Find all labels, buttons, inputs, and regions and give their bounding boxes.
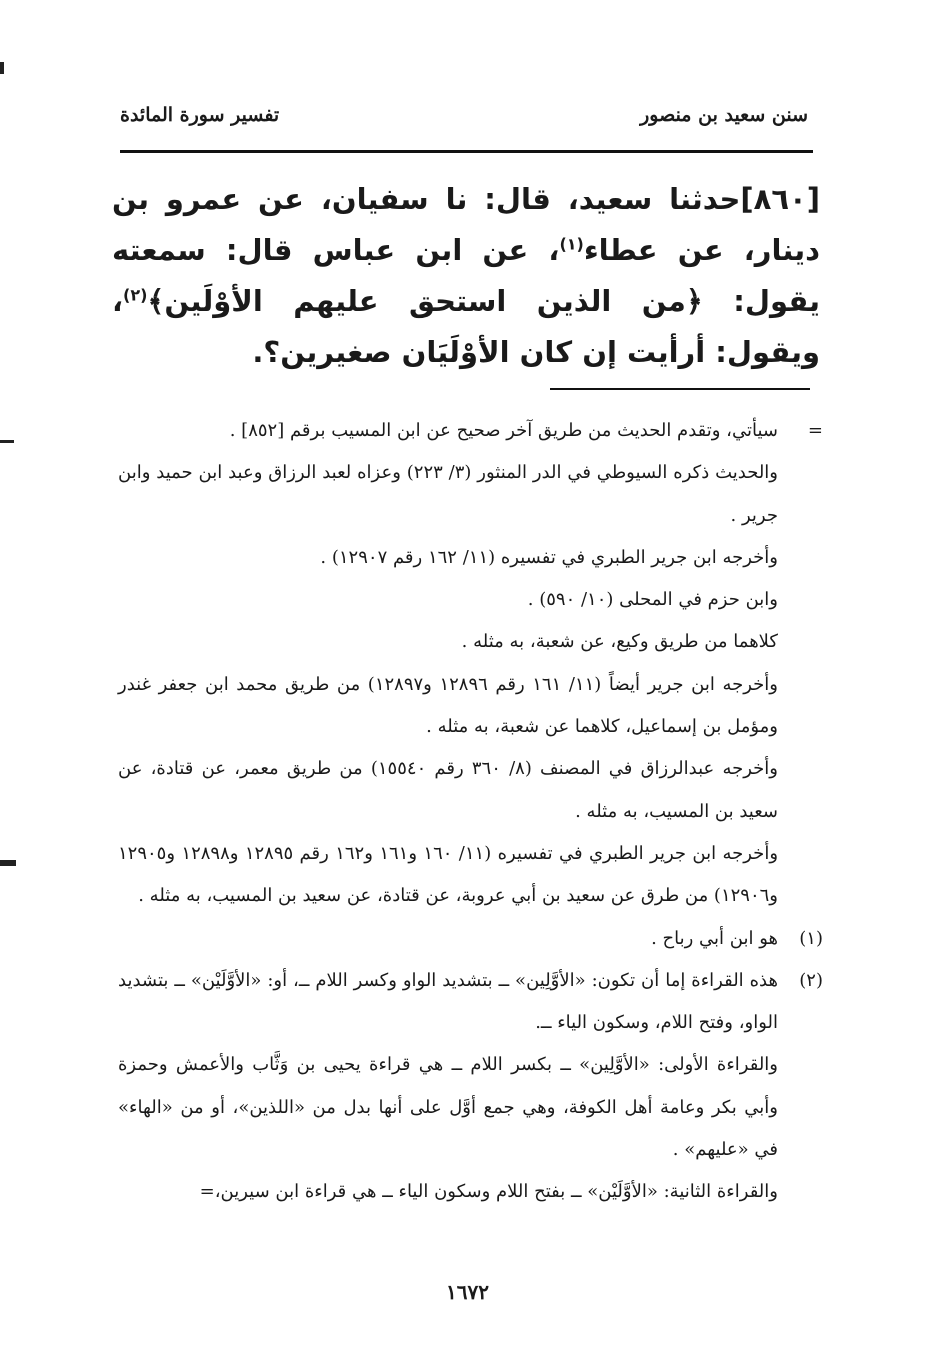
hadith-text-part1: حدثنا سعيد، قال: نا سفيان، عن عمرو بن دينار، عن عطاء bbox=[112, 182, 820, 267]
footnote-paragraph: وأخرجه ابن جرير الطبري في تفسيره (١١/ ١٦٢ رقم ١٢٩٠٧) . bbox=[320, 546, 778, 568]
footnote-paragraph: وأخرجه عبدالرزاق في المصنف (٨/ ٣٦٠ رقم ١٥٥٤٠) من طريق معمر، عن قتادة، عن سعيد بن المسيب، به مثله . bbox=[118, 758, 778, 822]
footnote-paragraph: وأخرجه ابن جرير أيضاً (١١/ ١٦١ رقم ١٢٨٩٦ و١٢٨٩٧) من طريق محمد ابن جعفر غندر ومؤمل بن إسماعيل، كلاهما عن شعبة، به مثله . bbox=[118, 673, 778, 738]
footnote-paragraph: كلاهما من طريق وكيع، عن شعبة، به مثله . bbox=[461, 631, 778, 653]
footnote-2 bbox=[118, 960, 823, 1214]
continuation-marker: = bbox=[807, 420, 823, 441]
scan-mark bbox=[0, 440, 14, 443]
footnote-continuation bbox=[118, 410, 823, 918]
footnote-1-marker: (١) bbox=[799, 927, 823, 949]
footnote-paragraph: والقراءة الثانية: «الأوَّلَيْن» ــ بفتح اللام وسكون الياء ــ هي قراءة ابن سيرين،= bbox=[199, 1181, 778, 1203]
footnote-paragraph: والقراءة الأولى: «الأوَّلِين» ــ بكسر اللام ــ هي قراءة يحيى بن وَثَّاب والأعمش وحمزة وأبي بكر وعامة أهل الكوفة، وهي جمع أوَّل على أنها بدل من «اللذين»، أو من «الهاء» في «عليهم» . bbox=[118, 1054, 778, 1161]
footnote-1 bbox=[118, 918, 823, 960]
footnote-1-text: هو ابن أبي رباح . bbox=[651, 927, 778, 949]
footnotes bbox=[118, 410, 823, 1214]
footnote-paragraph: وابن حزم في المحلى (١٠/ ٥٩٠) . bbox=[527, 589, 778, 611]
footnote-rule bbox=[550, 388, 810, 390]
footnote-ref-2: (٢) bbox=[123, 285, 148, 305]
footnote-ref-1: (١) bbox=[559, 234, 584, 254]
book-title: سنن سعيد بن منصور bbox=[640, 104, 808, 126]
header-rule bbox=[120, 150, 813, 153]
running-head bbox=[110, 104, 818, 134]
section-title: تفسير سورة المائدة bbox=[120, 104, 280, 126]
footnote-paragraph: سيأتي، وتقدم الحديث من طريق آخر صحيح عن ابن المسيب برقم [٨٥٢] . bbox=[229, 420, 778, 441]
scan-mark bbox=[0, 62, 4, 74]
page-number: ١٦٧٢ bbox=[446, 1280, 489, 1304]
hadith-text-part3: ، ويقول: أرأيت إن كان الأوْلَيَان صغيرين؟. bbox=[112, 284, 820, 369]
scan-mark bbox=[0, 860, 16, 866]
hadith-number: [٨٦٠] bbox=[740, 182, 820, 216]
footnote-paragraph: والحديث ذكره السيوطي في الدر المنثور (٣/ ٢٢٣) وعزاه لعبد الرزاق وعبد ابن حميد وابن جرير . bbox=[118, 462, 778, 526]
footnote-paragraph: وأخرجه ابن جرير الطبري في تفسيره (١١/ ١٦٠ و١٦١ و١٦٢ رقم ١٢٨٩٥ و١٢٨٩٨ و١٢٩٠٥ و١٢٩٠٦) من طرق عن سعيد بن أبي عروبة، عن قتادة، عن سعيد بن المسيب، به مثله . bbox=[118, 842, 779, 907]
footnote-paragraph: هذه القراءة إما أن تكون: «الأوَّلِين» ــ بتشديد الواو وكسر اللام ــ، أو: «الأوَّلَيْن» ــ بتشديد الواو، وفتح اللام، وسكون الياء ــ. bbox=[118, 969, 778, 1034]
hadith-text-part2: ، عن ابن عباس قال: سمعته يقول: ﴿من الذين استحق عليهم الأوْلَين﴾ bbox=[112, 233, 820, 318]
hadith-text bbox=[112, 174, 820, 378]
footnote-2-marker: (٢) bbox=[799, 969, 823, 991]
